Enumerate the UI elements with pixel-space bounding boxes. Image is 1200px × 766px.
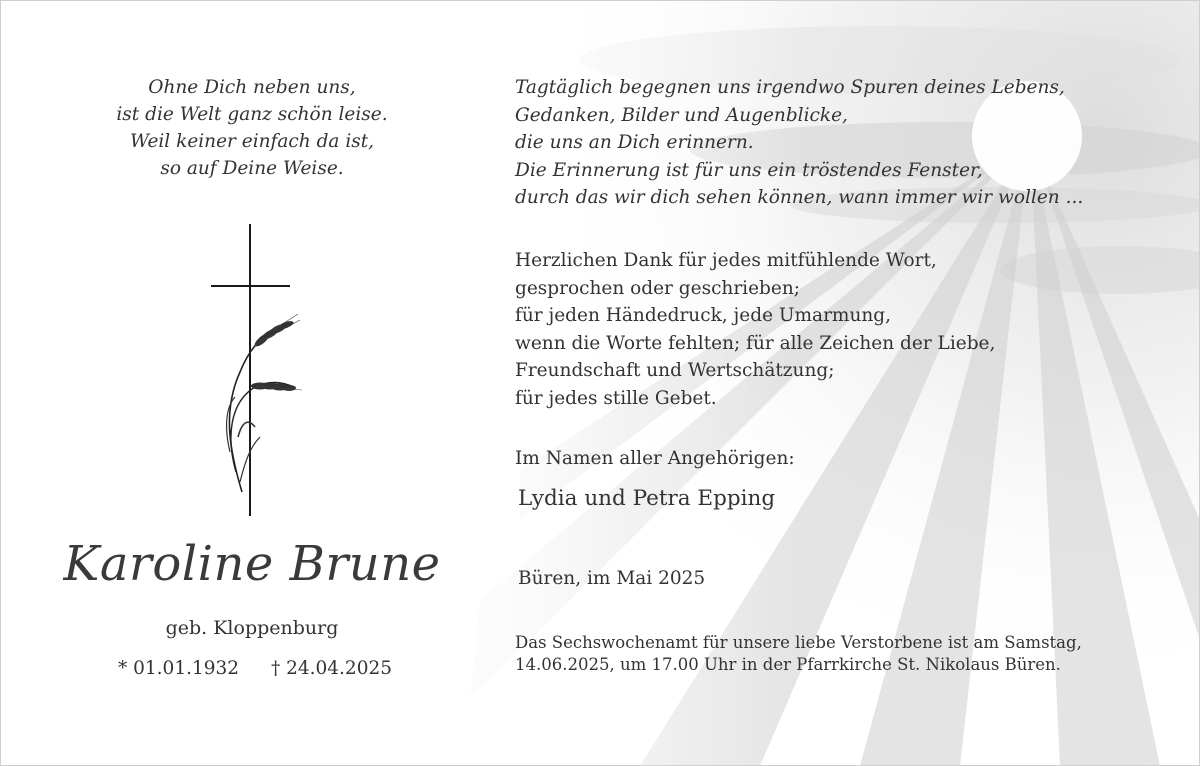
- thanks-line: für jeden Händedruck, jede Umarmung,: [515, 305, 892, 326]
- thanks-line: gesprochen oder geschrieben;: [515, 277, 800, 299]
- thanks-line: für jedes stille Gebet.: [515, 387, 717, 409]
- right-poem-line: die uns an Dich erinnern.: [515, 132, 754, 153]
- right-poem-line: Die Erinnerung ist für uns ein tröstendes Fenster,: [515, 159, 983, 181]
- family-intro: Im Namen aller Angehörigen:: [515, 448, 795, 469]
- place-date: Büren, im Mai 2025: [518, 568, 706, 589]
- left-poem-line: so auf Deine Weise.: [160, 158, 344, 179]
- cross-with-wheat-icon: [200, 222, 310, 522]
- left-poem: [72, 74, 432, 182]
- right-poem: [515, 74, 1115, 212]
- left-poem-line: Weil keiner einfach da ist,: [129, 131, 375, 152]
- birth-name: geb. Kloppenburg: [165, 617, 339, 639]
- right-poem-line: Tagtäglich begegnen uns irgendwo Spuren deines Lebens,: [515, 77, 1065, 98]
- right-poem-line: Gedanken, Bilder und Augenblicke,: [515, 104, 848, 126]
- thanks-line: Herzlichen Dank für jedes mitfühlende Wort,: [515, 250, 937, 271]
- service-notice: [515, 632, 1155, 676]
- birth-date: * 01.01.1932: [118, 658, 240, 679]
- death-date: † 24.04.2025: [270, 658, 393, 679]
- right-poem-line: durch das wir dich sehen können, wann immer wir wollen ...: [515, 187, 1084, 208]
- thanks-line: Freundschaft und Wertschätzung;: [515, 360, 835, 381]
- thanks-line: wenn die Worte fehlten; für alle Zeichen der Liebe,: [515, 332, 996, 354]
- notice-line: 14.06.2025, um 17.00 Uhr in der Pfarrkirche St. Nikolaus Büren.: [515, 655, 1061, 674]
- deceased-name: Karoline Brune: [63, 536, 441, 592]
- left-poem-line: ist die Welt ganz schön leise.: [116, 104, 388, 125]
- notice-line: Das Sechswochenamt für unsere liebe Verstorbene ist am Samstag,: [515, 633, 1082, 652]
- life-dates: [118, 658, 392, 679]
- signers: Lydia und Petra Epping: [518, 486, 776, 511]
- left-poem-line: Ohne Dich neben uns,: [148, 77, 356, 98]
- thanks-text: [515, 247, 1075, 412]
